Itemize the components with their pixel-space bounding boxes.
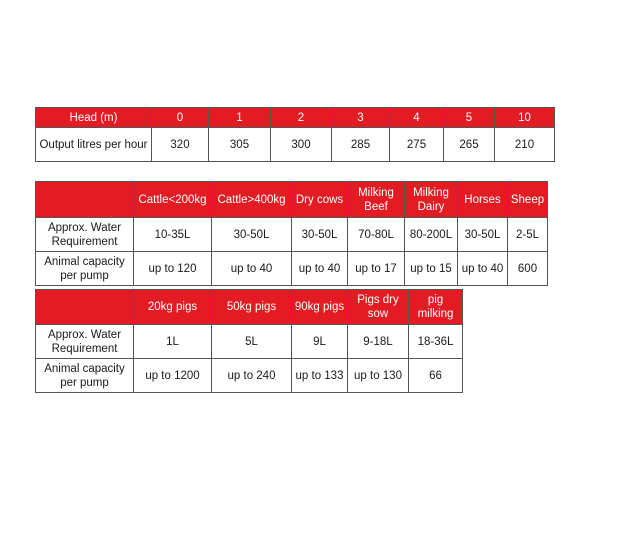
water-value: 9-18L (348, 325, 409, 359)
water-value: 30-50L (458, 218, 508, 252)
water-value: 2-5L (508, 218, 548, 252)
output-row-label: Output litres per hour (36, 128, 152, 162)
animal-column-header: Horses (458, 182, 508, 218)
capacity-value: up to 133 (292, 359, 348, 393)
animal-column-header: Dry cows (292, 182, 348, 218)
pig-column-header: pig milking (409, 290, 463, 325)
capacity-value: up to 17 (348, 252, 405, 286)
capacity-value: up to 40 (212, 252, 292, 286)
pig-column-header: 90kg pigs (292, 290, 348, 325)
head-header-row (36, 108, 555, 128)
pig-header-row (36, 290, 463, 325)
output-value: 275 (390, 128, 444, 162)
output-value: 305 (209, 128, 271, 162)
pig-capacity-row (36, 359, 463, 393)
animal-column-header: Milking Beef (348, 182, 405, 218)
capacity-value: 600 (508, 252, 548, 286)
head-value: 2 (271, 108, 332, 128)
livestock-water-table (35, 181, 548, 286)
animal-capacity-label: Animal capacity per pump (36, 359, 134, 393)
head-value: 5 (444, 108, 495, 128)
water-requirement-label: Approx. Water Requirement (36, 218, 134, 252)
capacity-value: up to 240 (212, 359, 292, 393)
water-value: 18-36L (409, 325, 463, 359)
head-header-label: Head (m) (36, 108, 152, 128)
output-value: 285 (332, 128, 390, 162)
capacity-value: up to 15 (405, 252, 458, 286)
capacity-value: 66 (409, 359, 463, 393)
capacity-value: up to 1200 (134, 359, 212, 393)
pig-water-requirement-row (36, 325, 463, 359)
pig-column-header: 50kg pigs (212, 290, 292, 325)
animal-column-header: Cattle>400kg (212, 182, 292, 218)
capacity-value: up to 40 (292, 252, 348, 286)
water-value: 1L (134, 325, 212, 359)
capacity-value: up to 120 (134, 252, 212, 286)
output-value: 265 (444, 128, 495, 162)
animal-column-header: Sheep (508, 182, 548, 218)
animal-capacity-row (36, 252, 548, 286)
pig-water-table (35, 289, 463, 393)
capacity-value: up to 130 (348, 359, 409, 393)
pig-column-header: Pigs dry sow (348, 290, 409, 325)
water-value: 5L (212, 325, 292, 359)
animal-capacity-label: Animal capacity per pump (36, 252, 134, 286)
header-corner (36, 182, 134, 218)
pig-column-header: 20kg pigs (134, 290, 212, 325)
water-value: 80-200L (405, 218, 458, 252)
water-value: 10-35L (134, 218, 212, 252)
capacity-value: up to 40 (458, 252, 508, 286)
animal-column-header: Cattle<200kg (134, 182, 212, 218)
output-row (36, 128, 555, 162)
output-value: 300 (271, 128, 332, 162)
output-value: 320 (152, 128, 209, 162)
water-requirement-label: Approx. Water Requirement (36, 325, 134, 359)
head-output-table (35, 107, 555, 162)
water-value: 30-50L (292, 218, 348, 252)
water-value: 9L (292, 325, 348, 359)
water-value: 70-80L (348, 218, 405, 252)
header-corner (36, 290, 134, 325)
output-value: 210 (495, 128, 555, 162)
head-value: 10 (495, 108, 555, 128)
head-value: 3 (332, 108, 390, 128)
head-value: 0 (152, 108, 209, 128)
livestock-header-row (36, 182, 548, 218)
water-requirement-row (36, 218, 548, 252)
animal-column-header: Milking Dairy (405, 182, 458, 218)
water-value: 30-50L (212, 218, 292, 252)
head-value: 4 (390, 108, 444, 128)
head-value: 1 (209, 108, 271, 128)
